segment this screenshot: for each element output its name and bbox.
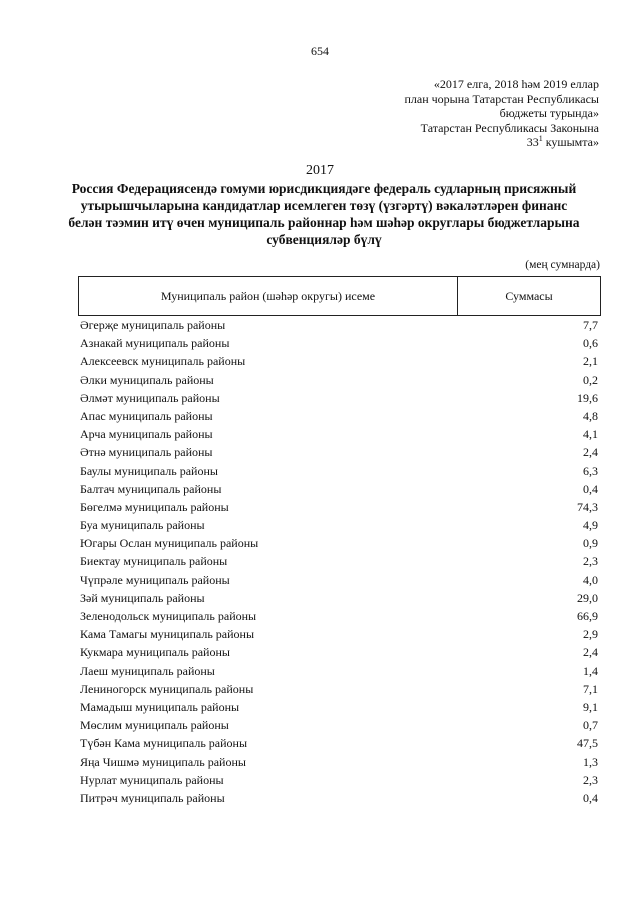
- table-row: [80, 334, 598, 352]
- annex-line: бюджеты турында»: [499, 106, 599, 120]
- district-name: Әтнә муниципаль районы: [80, 445, 213, 460]
- table-row: [80, 625, 598, 643]
- amount-value: 4,8: [583, 408, 598, 423]
- table-row: [80, 407, 598, 425]
- table-row: [80, 698, 598, 716]
- table-row: [80, 753, 598, 771]
- district-name: Югары Ослан муниципаль районы: [80, 536, 259, 551]
- amount-value: 9,1: [583, 699, 598, 714]
- district-name: Зеленодольск муниципаль районы: [80, 609, 257, 623]
- page-number: 654: [311, 44, 329, 58]
- amount-value: 2,9: [583, 627, 598, 642]
- table-row: [80, 662, 598, 680]
- table-row: [80, 589, 598, 607]
- district-name: Азнакай муниципаль районы: [80, 336, 230, 351]
- district-name: Нурлат муниципаль районы: [80, 772, 224, 787]
- district-name: Мөслим муниципаль районы: [80, 718, 229, 733]
- amount-value: 0,4: [583, 790, 598, 805]
- header-district-name: Муниципаль район (шәһәр округы) исеме: [79, 277, 458, 315]
- district-name: Мамадыш муниципаль районы: [80, 699, 240, 714]
- amount-value: 47,5: [577, 736, 598, 751]
- amount-value: 2,3: [583, 772, 598, 787]
- annex-line: «2017 елга, 2018 һәм 2019 еллар: [433, 77, 599, 91]
- amount-value: 0,9: [583, 536, 598, 551]
- amount-value: 0,4: [583, 481, 598, 496]
- amount-value: 2,4: [583, 445, 598, 460]
- district-name: Әгерҗе муниципаль районы: [80, 318, 226, 332]
- district-name: Биектау муниципаль районы: [80, 554, 228, 569]
- table-row: [80, 516, 598, 534]
- amount-value: 0,2: [583, 372, 598, 387]
- district-name: Яңа Чишмә муниципаль районы: [80, 754, 246, 769]
- table-row: [80, 352, 598, 370]
- table-row: [80, 552, 598, 570]
- table-row: [80, 734, 598, 752]
- district-name: Түбән Кама муниципаль районы: [80, 736, 248, 751]
- table-row: [80, 425, 598, 443]
- district-name: Алексеевск муниципаль районы: [80, 354, 246, 369]
- district-name: Буа муниципаль районы: [80, 518, 205, 533]
- amount-value: 1,4: [583, 663, 598, 678]
- table-body: [80, 316, 598, 807]
- district-name: Кукмара муниципаль районы: [80, 645, 230, 660]
- table-row: [80, 607, 598, 625]
- amount-value: 0,6: [583, 336, 598, 351]
- amount-value: 7,1: [583, 681, 598, 696]
- district-name: Баулы муниципаль районы: [80, 463, 218, 478]
- table-row: [80, 462, 598, 480]
- district-name: Зәй муниципаль районы: [80, 590, 205, 605]
- annex-suffix: кушымта»: [542, 135, 599, 149]
- district-name: Лениногорск муниципаль районы: [80, 681, 254, 696]
- amount-value: 66,9: [577, 609, 598, 623]
- amount-value: 74,3: [577, 499, 598, 514]
- district-name: Балтач муниципаль районы: [80, 481, 222, 496]
- district-name: Кама Тамагы муниципаль районы: [80, 627, 255, 642]
- table-row: [80, 534, 598, 552]
- annex-line: план чорына Татарстан Республикасы: [404, 91, 599, 106]
- district-name: Бөгелмә муниципаль районы: [80, 499, 229, 514]
- table-row: [80, 789, 598, 807]
- amount-value: 4,1: [583, 427, 598, 442]
- district-name: Чүпрәле муниципаль районы: [80, 572, 230, 587]
- amount-value: 19,6: [577, 390, 598, 405]
- amount-value: 29,0: [577, 590, 598, 605]
- annex-line: [404, 135, 599, 150]
- table-row: [80, 771, 598, 789]
- annex-superscript: 1: [538, 134, 543, 143]
- amount-value: 0,7: [583, 718, 598, 733]
- amount-value: 2,1: [583, 354, 598, 369]
- amount-value: 7,7: [583, 318, 598, 332]
- district-name: Әлмәт муниципаль районы: [80, 390, 220, 405]
- district-name: Арча муниципаль районы: [80, 427, 213, 442]
- table-row: [80, 643, 598, 661]
- table-row: [80, 389, 598, 407]
- table-row: [80, 480, 598, 498]
- table-row: [80, 443, 598, 461]
- amount-value: 4,9: [583, 518, 598, 533]
- year-heading: 2017: [306, 163, 334, 178]
- amount-value: 6,3: [583, 463, 598, 478]
- table-row: [80, 680, 598, 698]
- unit-label: (мең сумнарда): [525, 259, 600, 271]
- district-name: Апас муниципаль районы: [80, 408, 213, 423]
- table-row: [80, 316, 598, 334]
- document-title: Россия Федерациясендә гомуми юрисдикциядәге федераль судларның присяжный утырышчыларына кандидатлар исемлеген төзү (үзгәртү) вәкаләтләрен финанс белән тәэмин итү өчен муниципаль районнар һәм шәһәр округлары бюджетларына субвенцияләр бүлү: [68, 181, 580, 247]
- table-row: [80, 716, 598, 734]
- table-row: [80, 498, 598, 516]
- amount-value: 1,3: [583, 754, 598, 769]
- amount-value: 2,3: [583, 554, 598, 569]
- table-row: [80, 571, 598, 589]
- amount-value: 2,4: [583, 645, 598, 660]
- district-name: Лаеш муниципаль районы: [80, 663, 215, 678]
- amount-value: 4,0: [583, 572, 598, 587]
- annex-number: 33: [526, 135, 539, 149]
- table-row: [80, 371, 598, 389]
- annex-note: [404, 77, 599, 150]
- district-name: Әлки муниципаль районы: [80, 372, 214, 387]
- header-amount: Суммасы: [505, 289, 553, 303]
- table-header: [78, 276, 601, 316]
- annex-line: Татарстан Республикасы Законына: [420, 120, 599, 135]
- district-name: Питрәч муниципаль районы: [80, 790, 225, 805]
